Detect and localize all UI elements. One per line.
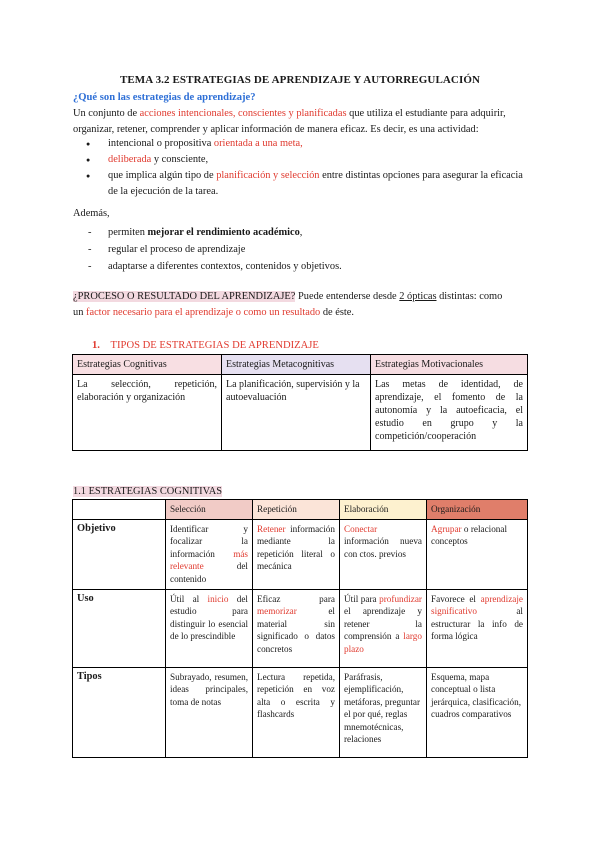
activity-bullet-list xyxy=(82,136,523,200)
page-title: TEMA 3.2 ESTRATEGIAS DE APRENDIZAJE Y AUTORREGULACIÓN xyxy=(119,74,481,86)
strategy-types-table xyxy=(72,354,528,451)
cell-metacognitivas: La planificación, supervisión y la autoevaluación xyxy=(222,375,371,451)
table-row xyxy=(73,667,528,757)
cell-objetivo-repeticion: Retener información mediante la repetición literal o mecánica xyxy=(253,519,340,589)
list-item: - adaptarse a diferentes contextos, contenidos y objetivos. xyxy=(82,258,342,275)
section-heading-1: 1. TIPOS DE ESTRATEGIAS DE APRENDIZAJE xyxy=(92,340,319,351)
table-header-row xyxy=(73,355,528,375)
list-item: ● deliberada y consciente, xyxy=(82,152,523,168)
header-repeticion: Repetición xyxy=(253,500,340,520)
header-cognitivas: Estrategias Cognitivas xyxy=(73,355,222,375)
header-organizacion: Organización xyxy=(427,500,528,520)
cell-uso-seleccion: Útil al inicio del estudio para distinguir lo esencial de lo prescindible xyxy=(166,589,253,667)
definition-question: ¿Qué son las estrategias de aprendizaje? xyxy=(73,92,256,103)
intro-line-2: organizar, retener, comprender y aplicar información de manera eficaz. Es decir, es una actividad: xyxy=(73,124,479,135)
cell-uso-organizacion: Favorece el aprendizaje significativo al estructurar la info de forma lógica xyxy=(427,589,528,667)
list-item: ● que implica algún tipo de planificación y selección entre distintas opciones para asegurar la eficacia de la ejecución de la tarea. xyxy=(82,168,523,200)
intro-line-1: Un conjunto de acciones intencionales, conscientes y planificadas que utiliza el estudiante para adquirir, xyxy=(73,108,506,119)
table-row xyxy=(73,519,528,589)
cell-tipos-seleccion: Subrayado, resumen, ideas principales, toma de notas xyxy=(166,667,253,757)
row-label-uso: Uso xyxy=(73,589,166,667)
list-item: - regular el proceso de aprendizaje xyxy=(82,241,342,258)
header-seleccion: Selección xyxy=(166,500,253,520)
corner-cell xyxy=(73,500,166,520)
header-metacognitivas: Estrategias Metacognitivas xyxy=(222,355,371,375)
header-elaboracion: Elaboración xyxy=(340,500,427,520)
cell-uso-elaboracion: Útil para profundizar el aprendizaje y retener la comprensión a largo plazo xyxy=(340,589,427,667)
ademas-label: Además, xyxy=(73,208,110,219)
row-label-tipos: Tipos xyxy=(73,667,166,757)
cell-tipos-repeticion: Lectura repetida, repetición en voz alta o escrita y flashcards xyxy=(253,667,340,757)
header-motivacionales: Estrategias Motivacionales xyxy=(371,355,528,375)
proceso-line-1: ¿PROCESO O RESULTADO DEL APRENDIZAJE? Puede entenderse desde 2 ópticas distintas: como xyxy=(73,291,503,302)
list-item: - permiten mejorar el rendimiento académico, xyxy=(82,224,342,241)
proceso-line-2: un factor necesario para el aprendizaje o como un resultado de éste. xyxy=(73,307,355,318)
cell-cognitivas: La selección, repetición, elaboración y organización xyxy=(73,375,222,451)
cell-objetivo-seleccion: Identificar y focalizar la información más relevante del contenido xyxy=(166,519,253,589)
table-header-row xyxy=(73,500,528,520)
section-heading-1-1: 1.1 ESTRATEGIAS COGNITIVAS xyxy=(73,486,223,497)
list-item: ● intencional o propositiva orientada a una meta, xyxy=(82,136,523,152)
cell-objetivo-organizacion: Agrupar o relacional conceptos xyxy=(427,519,528,589)
table-row xyxy=(73,375,528,451)
table-row xyxy=(73,589,528,667)
benefits-dash-list xyxy=(82,224,342,275)
cognitive-strategies-table xyxy=(72,499,528,758)
cell-objetivo-elaboracion: Conectar información nueva con ctos. previos xyxy=(340,519,427,589)
row-label-objetivo: Objetivo xyxy=(73,519,166,589)
cell-tipos-elaboracion: Paráfrasis, ejemplificación, metáforas, preguntar el por qué, reglas mnemotécnicas, relaciones xyxy=(340,667,427,757)
cell-tipos-organizacion: Esquema, mapa conceptual o lista jerárquica, clasificación, cuadros comparativos xyxy=(427,667,528,757)
cell-uso-repeticion: Eficaz para memorizar el material sin significado o datos concretos xyxy=(253,589,340,667)
cell-motivacionales: Las metas de identidad, de aprendizaje, el fomento de la autonomía y la autoeficacia, el estudio en grupo y la competición/cooperación xyxy=(371,375,528,451)
